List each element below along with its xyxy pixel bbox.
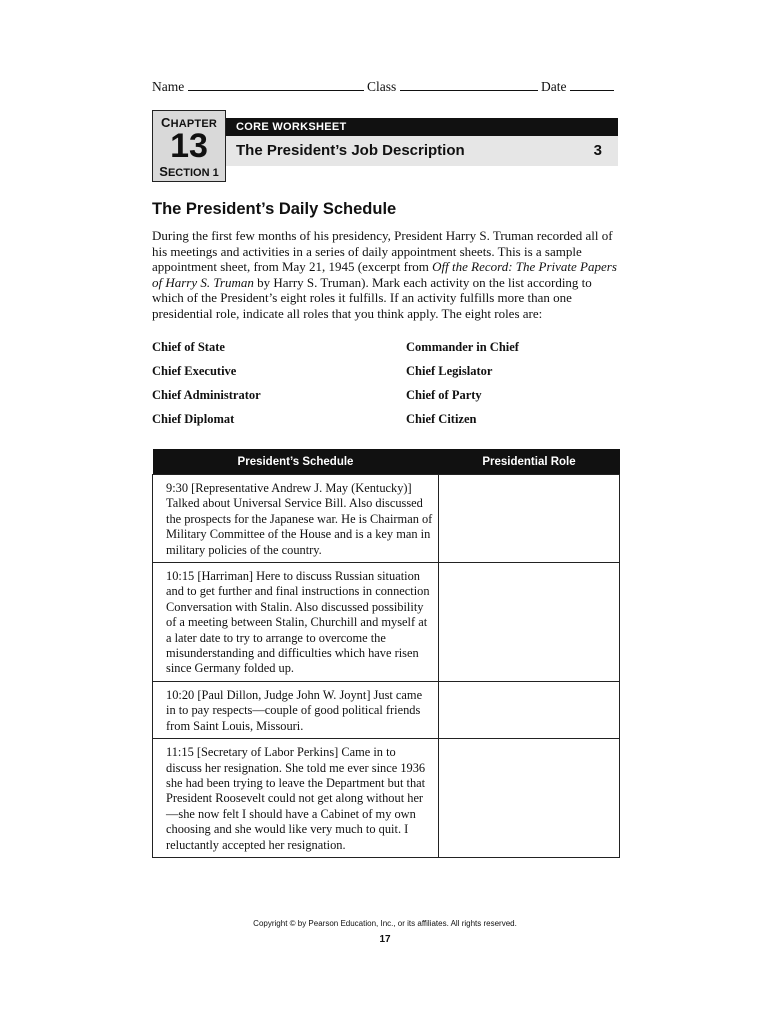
role-answer-cell[interactable] xyxy=(439,475,620,563)
table-row xyxy=(153,681,620,738)
date-label: Date xyxy=(541,79,567,94)
role-answer-cell[interactable] xyxy=(439,681,620,738)
intro-paragraph: During the first few months of his presidency, President Harry S. Truman recorded all of his meetings and activities in a series of daily appointment sheets. This is a sample appointment sheet, from May 21, 1945 (excerpt from Off the Record: The Private Papers of Harry S. Truman by Harry S. Truman). Mark each activity on the list according to which of the President’s eight roles it fulfills. If an activity fulfills more than one presidential role, indicate all roles that you think apply. The eight roles are: xyxy=(152,228,617,321)
page-heading: The President’s Daily Schedule xyxy=(152,200,397,218)
chapter-label: CHAPTER xyxy=(160,115,218,130)
name-field[interactable] xyxy=(188,78,364,91)
schedule-table xyxy=(152,449,620,858)
role-item: Chief Executive xyxy=(152,364,237,378)
worksheet-title: The President’s Job Description xyxy=(236,142,465,159)
name-label: Name xyxy=(152,79,185,94)
table-row xyxy=(153,475,620,563)
role-item: Chief of Party xyxy=(406,388,482,402)
role-item: Chief Citizen xyxy=(406,412,477,426)
role-answer-cell[interactable] xyxy=(439,739,620,858)
date-field[interactable] xyxy=(570,78,614,91)
role-answer-cell[interactable] xyxy=(439,563,620,682)
schedule-cell: 10:20 [Paul Dillon, Judge John W. Joynt] Just came in to pay respects—couple of good political friends from Saint Louis, Missouri. xyxy=(153,681,439,738)
role-item: Chief Administrator xyxy=(152,388,261,402)
book-title: Off the Record: The Private Papers of Harry S. Truman xyxy=(152,259,617,290)
worksheet-title-bar xyxy=(226,136,618,166)
role-column-header: Presidential Role xyxy=(439,449,620,475)
table-row xyxy=(153,739,620,858)
chapter-section-box xyxy=(152,110,226,182)
page-number: 17 xyxy=(379,934,391,945)
worksheet-label-bar: CORE WORKSHEET xyxy=(226,118,618,136)
section-label: SECTION 1 xyxy=(159,164,219,179)
schedule-cell: 11:15 [Secretary of Labor Perkins] Came in to discuss her resignation. She told me ever since 1936 she had been trying to leave the Department but that President Roosevelt could not get along without her—she now felt I should have a Cabinet of my own choosing and she would like very much to quit. I reluctantly accepted her resignation. xyxy=(153,739,439,858)
schedule-cell: 10:15 [Harriman] Here to discuss Russian situation and to get further and final instructions in connection Conversation with Stalin. Also discussed possibility of a meeting between Stalin, Churchill and myself at a later date to try to arrange to overcome the misunderstanding and difficulties which have risen since Germany folded up. xyxy=(153,563,439,682)
class-label: Class xyxy=(366,79,397,94)
student-info-line xyxy=(152,78,618,96)
section-number: 1 xyxy=(212,167,219,179)
schedule-cell: 9:30 [Representative Andrew J. May (Kentucky)] Talked about Universal Service Bill. Also discussed the prospects for the Japanese war. He is Chairman of Military Committee of the House and is a key man in military policies of the country. xyxy=(153,475,439,563)
table-header-row xyxy=(153,449,620,475)
role-item: Chief of State xyxy=(152,340,225,354)
schedule-column-header: President’s Schedule xyxy=(153,449,439,475)
role-item: Chief Diplomat xyxy=(152,412,235,426)
chapter-number: 13 xyxy=(170,127,208,165)
copyright-notice: Copyright © by Pearson Education, Inc., or its affiliates. All rights reserved. xyxy=(253,919,517,928)
class-field[interactable] xyxy=(400,78,538,91)
role-item: Chief Legislator xyxy=(406,364,493,378)
worksheet-number: 3 xyxy=(593,142,602,159)
role-item: Commander in Chief xyxy=(406,340,519,354)
table-row xyxy=(153,563,620,682)
